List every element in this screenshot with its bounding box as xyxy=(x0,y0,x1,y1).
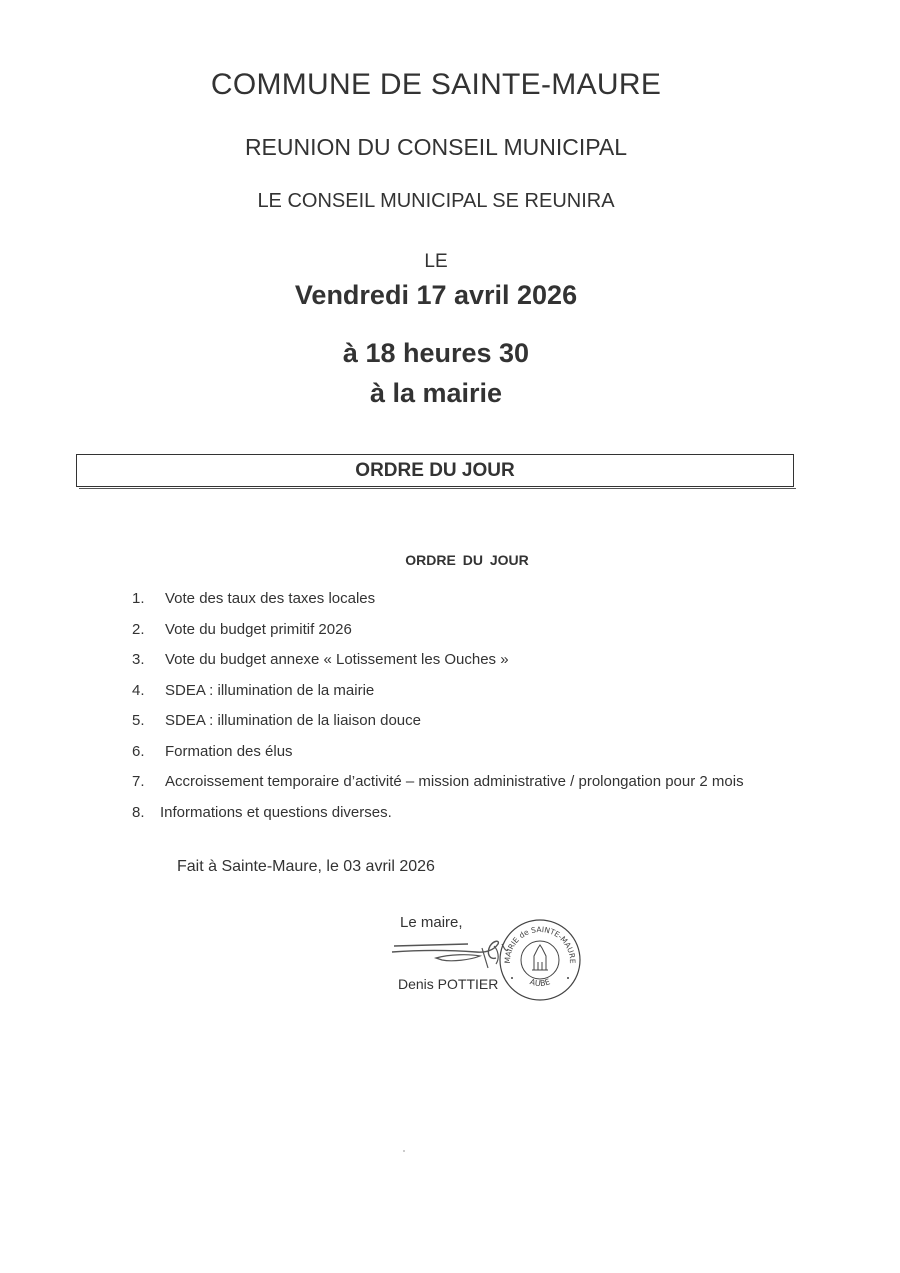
meeting-title: REUNION DU CONSEIL MUNICIPAL xyxy=(244,134,628,160)
agenda-item xyxy=(132,651,744,682)
agenda-subtitle: ORDRE DU JOUR xyxy=(405,552,529,568)
commune-title: COMMUNE DE SAINTE-MAURE xyxy=(210,68,662,101)
agenda-item-number: 2. xyxy=(132,620,145,638)
agenda-item xyxy=(132,804,744,835)
agenda-item xyxy=(132,712,744,743)
agenda-item-number: 5. xyxy=(132,712,145,729)
agenda-header-title: ORDRE DU JOUR xyxy=(355,460,515,481)
agenda-item-number: 4. xyxy=(132,681,145,699)
mairie-stamp-seal xyxy=(498,918,582,1002)
mayor-label: Le maire, xyxy=(400,914,463,931)
mayor-name: Denis POTTIER xyxy=(398,976,499,992)
meeting-time: à 18 heures 30 xyxy=(342,338,530,368)
agenda-item-text: SDEA : illumination de la liaison douce xyxy=(165,712,421,729)
agenda-item-number: 6. xyxy=(132,742,145,760)
meeting-date: Vendredi 17 avril 2026 xyxy=(294,280,578,310)
agenda-item-number: 8. xyxy=(132,803,145,821)
agenda-list xyxy=(132,590,744,834)
agenda-item-text: Formation des élus xyxy=(165,742,293,760)
agenda-item-text: SDEA : illumination de la mairie xyxy=(165,681,375,699)
agenda-item-text: Vote du budget annexe « Lotissement les Ouches » xyxy=(165,651,509,668)
date-prefix: LE xyxy=(424,251,448,272)
scan-speck xyxy=(403,1150,405,1152)
signed-place-date: Fait à Sainte-Maure, le 03 avril 2026 xyxy=(177,858,435,875)
agenda-item-number: 3. xyxy=(132,651,145,668)
agenda-item-text: Vote des taux des taxes locales xyxy=(165,590,376,607)
stamp-top-text: MAIRIE de SAINTE-MAURE xyxy=(502,924,578,964)
agenda-item-text: Vote du budget primitif 2026 xyxy=(165,620,352,638)
agenda-item-text: Informations et questions diverses. xyxy=(160,803,392,821)
agenda-item xyxy=(132,773,744,804)
agenda-item-number: 7. xyxy=(132,773,145,790)
agenda-header-box xyxy=(76,454,794,487)
meeting-place: à la mairie xyxy=(369,378,503,408)
meeting-announcement: LE CONSEIL MUNICIPAL SE REUNIRA xyxy=(257,190,615,212)
agenda-item xyxy=(132,743,744,774)
agenda-item xyxy=(132,590,744,621)
stamp-bottom-text: AUBE xyxy=(528,977,552,989)
agenda-item-number: 1. xyxy=(132,590,145,607)
agenda-item-text: Accroissement temporaire d’activité – mission administrative / prolongation pour 2 mois xyxy=(165,773,744,790)
agenda-item xyxy=(132,621,744,652)
agenda-item xyxy=(132,682,744,713)
